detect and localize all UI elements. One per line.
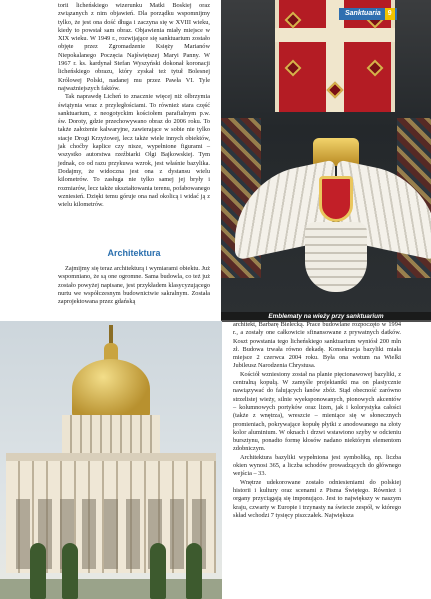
article-paragraph: architekt, Barbarę Bielecką. Prace budowlane rozpoczęto w 1994 r., a zostały one całkowicie sfinansowane z prywatnych datków. Koszt powstania tego licheńskiego sanktuarium wyniósł 200 mln zł. Budowa trwała równo dekadę. Konsekracja bazyliki miała miejsce 2 czerwca 2004 roku. Była ona wotum na Wielki Jubileusz Narodzenia Chrystusa. [233,321,401,370]
article-paragraph: Architektura bazyliki wypełniona jest symboliką, np. liczba okien wynosi 365, a liczba schodów prowadzących do głównego wejścia – 33. [233,453,401,478]
article-column-3 [233,321,401,520]
section-heading: Architektura [107,248,161,258]
photo-tower-emblems [221,0,431,320]
section-tab [339,8,397,20]
article-paragraph: Zajmijmy się teraz architekturą i wymiarami obiektu. Już wspomniano, że są one ogromne. Sama budowla, co też już zostało powyżej napisane, jest przykładem klasycyzującego nurtu we współczesnym budownictwie sakralnym. Została zaprojektowana przez gdańską [58,265,210,306]
photo-caption: Emblematy na wieży przy sanktuarium [221,312,431,322]
photo-basilica [0,321,222,599]
article-paragraph: Wnętrze udekorowane zostało odniesieniami do polskiej historii i kultury oraz scenami z Pisma Świętego. Również i organy przyciągają się imponująco. Jest to największy w naszym kraju, czwarty w Europie i trzynasty na świecie zespół, w którego skład wchodzi 7 tysięcy piszczałek. Największa [233,478,401,519]
section-tab-label: Sanktuaria [345,10,381,17]
article-column-1-lower [58,265,210,306]
page-number: 9 [385,8,395,20]
article-column-1 [58,2,210,209]
article-paragraph: torii licheńskiego wizerunku Matki Boskiej oraz związanych z nim objawień. Dla porządku wspomnijmy tylko, że jest ona dość długa i zaczyna się w XVIII wieku, kiedy to powstał sam obraz. Objawienia miały miejsce w XIX wieku. W 1949 r., rozwijające się sanktuarium zostało objęte przez Zgromadzenie Księży Marianów Niepokalanego Poczęcia Najświętszej Maryi Panny. W 1967 r. ks. kardynał Stefan Wyszyński dokonał koronacji licheńskiego obrazu, który zyskał też tytuł Bolesnej Królowej Polski, nadanej mu przez Pawła VI. Tyle najważniejszych faktów. [58,2,210,92]
article-paragraph: Kościół wzniesiony został na planie pięcionawowej bazyliki, z centralną kopułą. W zamyśle projektantki ma on plastycznie nawiązywać do falujących łanów zbóż. Stąd obecność zarówno strzelistej wieży, silnie wyeksponowanych, pionowych akcentów – kolumnowych portyków oraz lizen, jak i kolorystyka całości (także z wnętrza), wreszcie – mieniące się w słonecznych promieniach, pokrywające kopułę płytki z anodowanego na złoty kolor aluminium. W oknach i drzwi wstawiono szyby w odcieniu bursztynu, ponadto formę kłosów nadano niektórym elementom zdobniczym. [233,370,401,453]
article-paragraph: Tak naprawdę Licheń to znacznie więcej niż olbrzymia świątynia wraz z przyległościami. To również stara część sanktuarium, z neogotyckim kościołem parafialnym p.w. św. Doroty, gdzie przechowywano obraz do 2006 roku. To także założenie kalwaryjne, zawierające w sobie nie tylko stacje Drogi Krzyżowej, lecz także wiele innych obiektów, jak choćby kaplice czy nisze, wypełnione figurami – wszystko autorstwa rzeźbiarki Olgi Bajkowskiej. Tym jednak, co od razu przykuwa wzrok, jest właśnie bazylika. Dodajmy, że widoczna jest ona z dystansu wielu kilometrów. To zasługa nie tylko samej jej bryły i rozmiarów, lecz także ukształtowania terenu, pofabowanego wzniesień. Dzięki temu góruje ona nad okolicą i widać ją z wielu kilometrów. [58,93,210,209]
